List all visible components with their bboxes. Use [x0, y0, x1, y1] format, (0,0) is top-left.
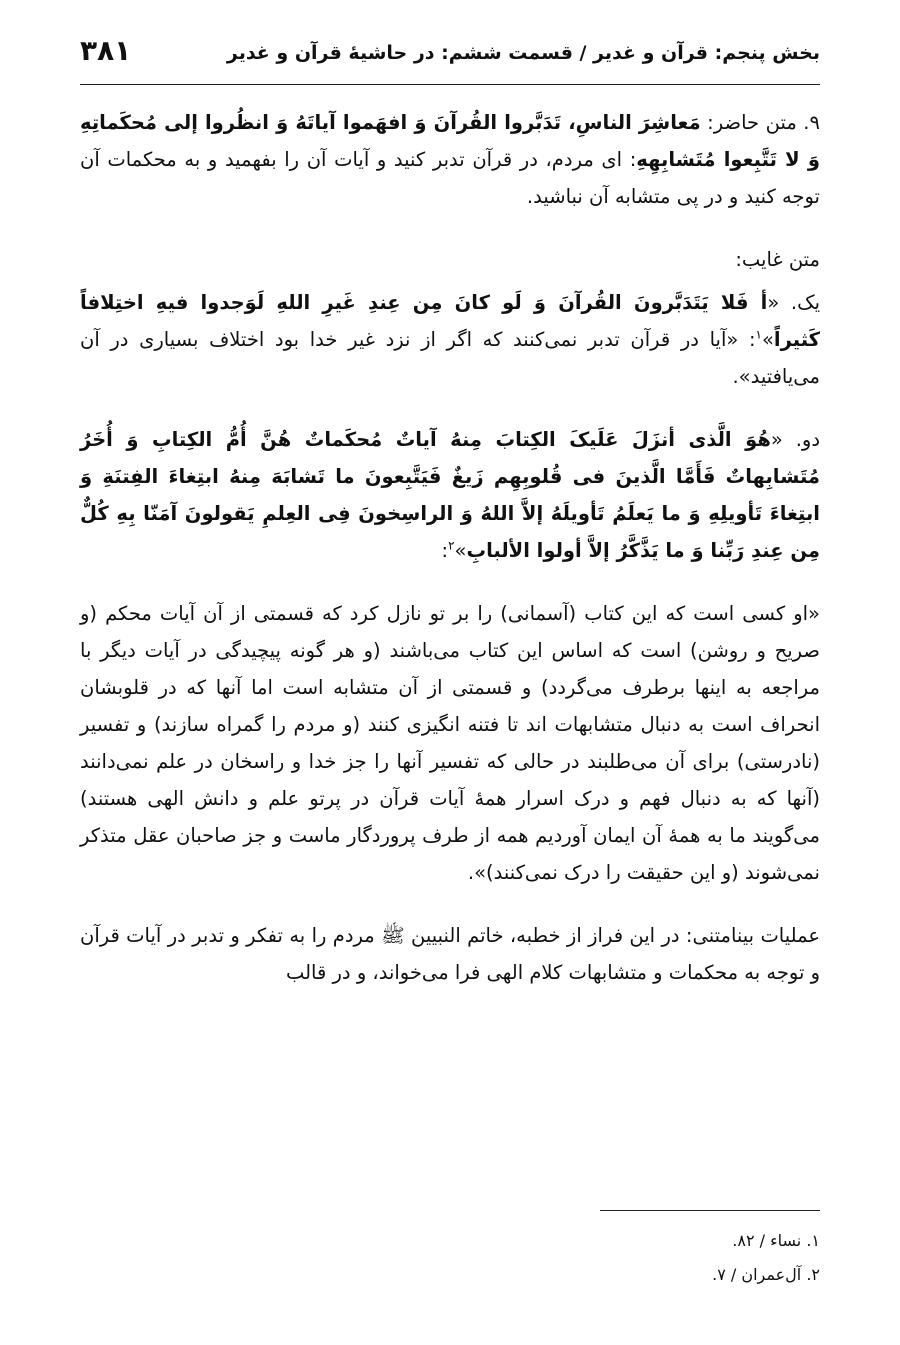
- quran-verse-quote: هُوَ الَّذی أنزَلَ عَلَیکَ الکِتابَ مِنهُ آیاتٌ مُحکَماتٌ هُنَّ أُمُّ الکِتابِ وَ أُخَرُ مُتَشابِهاتٌ فَأَمَّا الَّذینَ فی قُلوبِهِم زَیغٌ فَیَتَّبِعونَ ما تَشابَهَ مِنهُ ابتِغاءَ الفِتنَةِ وَ ابتِغاءَ تَأویلِهِ وَ ما یَعلَمُ تَأویلَهُ إلاَّ اللهُ وَ الراسِخونَ فِی العِلمِ یَقولونَ آمَنّا بِهِ کُلٌّ مِن عِندِ رَبِّنا وَ ما یَذَّکَّرُ إلاَّ أولوا الألبابِ: [80, 428, 820, 562]
- page: [80, 0, 820, 1345]
- running-title: بخش پنجم: قرآن و غدیر / قسمت ششم: در حاشیهٔ قرآن و غدیر: [226, 42, 820, 64]
- footnote-ref-1[interactable]: ۱: [755, 327, 762, 342]
- paragraph-present-text: [80, 104, 820, 215]
- paragraph-absent-text-one: [80, 284, 820, 395]
- paragraph-intro: ۹. متن حاضر:: [700, 111, 820, 134]
- persian-translation: : «آیا در قرآن تدبر نمی‌کنند که اگر از نزد غیر خدا بود اختلاف بسیاری در آن می‌یافتید».: [80, 328, 820, 388]
- paragraph-intro: یک. «: [767, 291, 820, 314]
- footnote-ref-2[interactable]: ۲: [448, 538, 455, 553]
- colon: :: [441, 539, 449, 562]
- footnote-2: ۲. آل‌عمران / ۷.: [712, 1265, 820, 1284]
- paragraph-absent-text-two: [80, 421, 820, 569]
- persian-translation: : ای مردم، در قرآن تدبر کنید و آیات آن را بفهمید و به محکمات آن توجه کنید و در پی متشابه آن نباشید.: [80, 148, 820, 208]
- footnote-divider: [600, 1210, 820, 1211]
- page-header: [80, 34, 820, 85]
- quote-close: »: [454, 539, 467, 562]
- body-text: [80, 104, 820, 1017]
- quote-close: »: [761, 328, 774, 351]
- footnote-1: ۱. نساء / ۸۲.: [732, 1231, 820, 1250]
- quran-verse-quote: أ فَلا یَتَدَبَّرونَ القُرآنَ وَ لَو کانَ مِن عِندِ غَیرِ اللهِ لَوَجدوا فیهِ اختِلافاً کَثیراً: [80, 291, 820, 351]
- page-number: ۳۸۱: [80, 34, 132, 67]
- paragraph-verse-translation: «او کسی است که این کتاب (آسمانی) را بر تو نازل کرد که قسمتی از آن آیات محکم (و صریح و روشن) است که اساس این کتاب می‌باشند (و هر گونه پیچیدگی در آیات دیگر با مراجعه به اینها برطرف می‌گردد) و قسمتی از آن متشابه است اما آنها که در قلوبشان انحراف است به دنبال متشابهات اند تا فتنه انگیزی کنند (و مردم را گمراه سازند) و تفسیر (نادرستی) برای آن می‌طلبند در حالی که تفسیر آنها را جز خدا و راسخان در علم نمی‌دانند (آنها که به دنبال فهم و درک اسرار همهٔ آیات قرآن در پرتو علم و دانش الهی هستند) می‌گویند ما به همهٔ آن ایمان آوردیم همه از طرف پروردگار ماست و جز صاحبان عقل متذکر نمی‌شوند (و این حقیقت را درک نمی‌کنند)».: [80, 602, 820, 884]
- absent-text-heading: متن غایب:: [735, 248, 820, 271]
- footnotes: [80, 1224, 820, 1292]
- arabic-quote: مَعاشِرَ الناسِ، تَدَبَّروا القُرآنَ وَ افهَموا آیاتَهُ وَ انظُروا إلی مُحکَماتِهِ وَ لا تَتَّبِعوا مُتَشابِهِهِ: [80, 111, 820, 171]
- paragraph-intro: دو. «: [770, 428, 820, 451]
- paragraph-intertextual-analysis: عملیات بینامتنی: در این فراز از خطبه، خاتم النبیین ﷺ مردم را به تفکر و تدبر در آیات قرآن و توجه به محکمات و متشابهات کلام الهی فرا می‌خواند، و در قالب: [80, 924, 820, 984]
